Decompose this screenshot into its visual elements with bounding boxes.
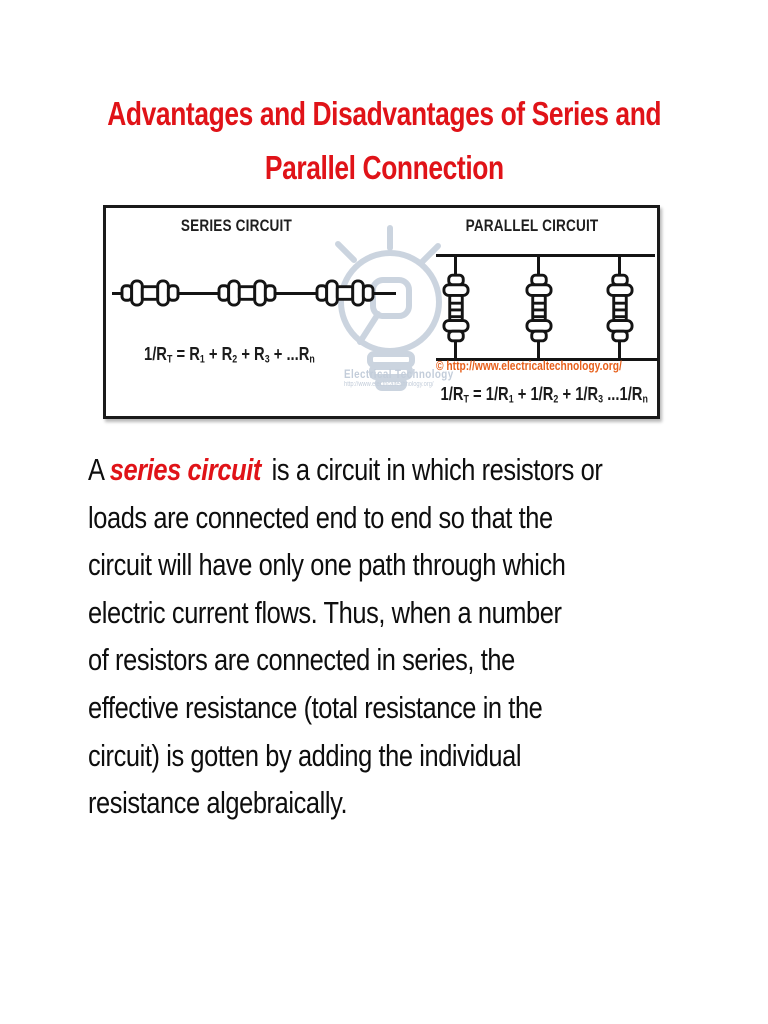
copyright-url-watermark: © http://www.electricaltechnology.org/ bbox=[436, 359, 622, 373]
series-resistor-icon bbox=[314, 279, 376, 307]
paragraph-line: of resistors are connected in series, the bbox=[88, 642, 515, 678]
parallel-resistor-icon bbox=[442, 272, 470, 344]
series-resistor-icon bbox=[216, 279, 278, 307]
circuit-diagram-image bbox=[103, 205, 660, 419]
paragraph-line: effective resistance (total resistance in the bbox=[88, 689, 543, 725]
parallel-formula: $1/R_T = 1/R_1 + 1/R_2 + 1/R_3$ $...1/R_n$ bbox=[440, 384, 648, 406]
paragraph-line: circuit) is gotten by adding the individual bbox=[88, 737, 522, 773]
brand-url-watermark: http://www.electricaltechnology.org/ bbox=[344, 381, 434, 388]
paragraph-line: electric current flows. Thus, when a number bbox=[88, 594, 562, 630]
parallel-top-wire bbox=[436, 254, 655, 257]
paragraph-line: circuit will have only one path through which bbox=[88, 547, 566, 583]
paragraph-line: resistance algebraically. bbox=[88, 785, 348, 821]
body-paragraph bbox=[88, 446, 748, 827]
parallel-circuit-heading: PARALLEL CIRCUIT bbox=[465, 216, 599, 235]
paragraph-line: A series circuit is a circuit in which resistors or bbox=[88, 452, 603, 487]
brand-watermark: Electrical Technology bbox=[344, 367, 454, 381]
parallel-resistor-icon bbox=[525, 272, 553, 344]
series-circuit-emphasis: series circuit bbox=[109, 452, 261, 487]
page-title-line2: Parallel Connection bbox=[264, 149, 504, 186]
page-title-line1: Advantages and Disadvantages of Series and bbox=[107, 95, 661, 132]
series-resistor-icon bbox=[119, 279, 181, 307]
page-title bbox=[0, 90, 768, 198]
series-circuit-heading: SERIES CIRCUIT bbox=[180, 216, 292, 235]
paragraph-line: loads are connected end to end so that the bbox=[88, 499, 553, 535]
parallel-resistor-icon bbox=[606, 272, 634, 344]
series-formula: $1/R_T = R_1 + R_2 + R_3 + ...R_n$ bbox=[144, 344, 315, 366]
